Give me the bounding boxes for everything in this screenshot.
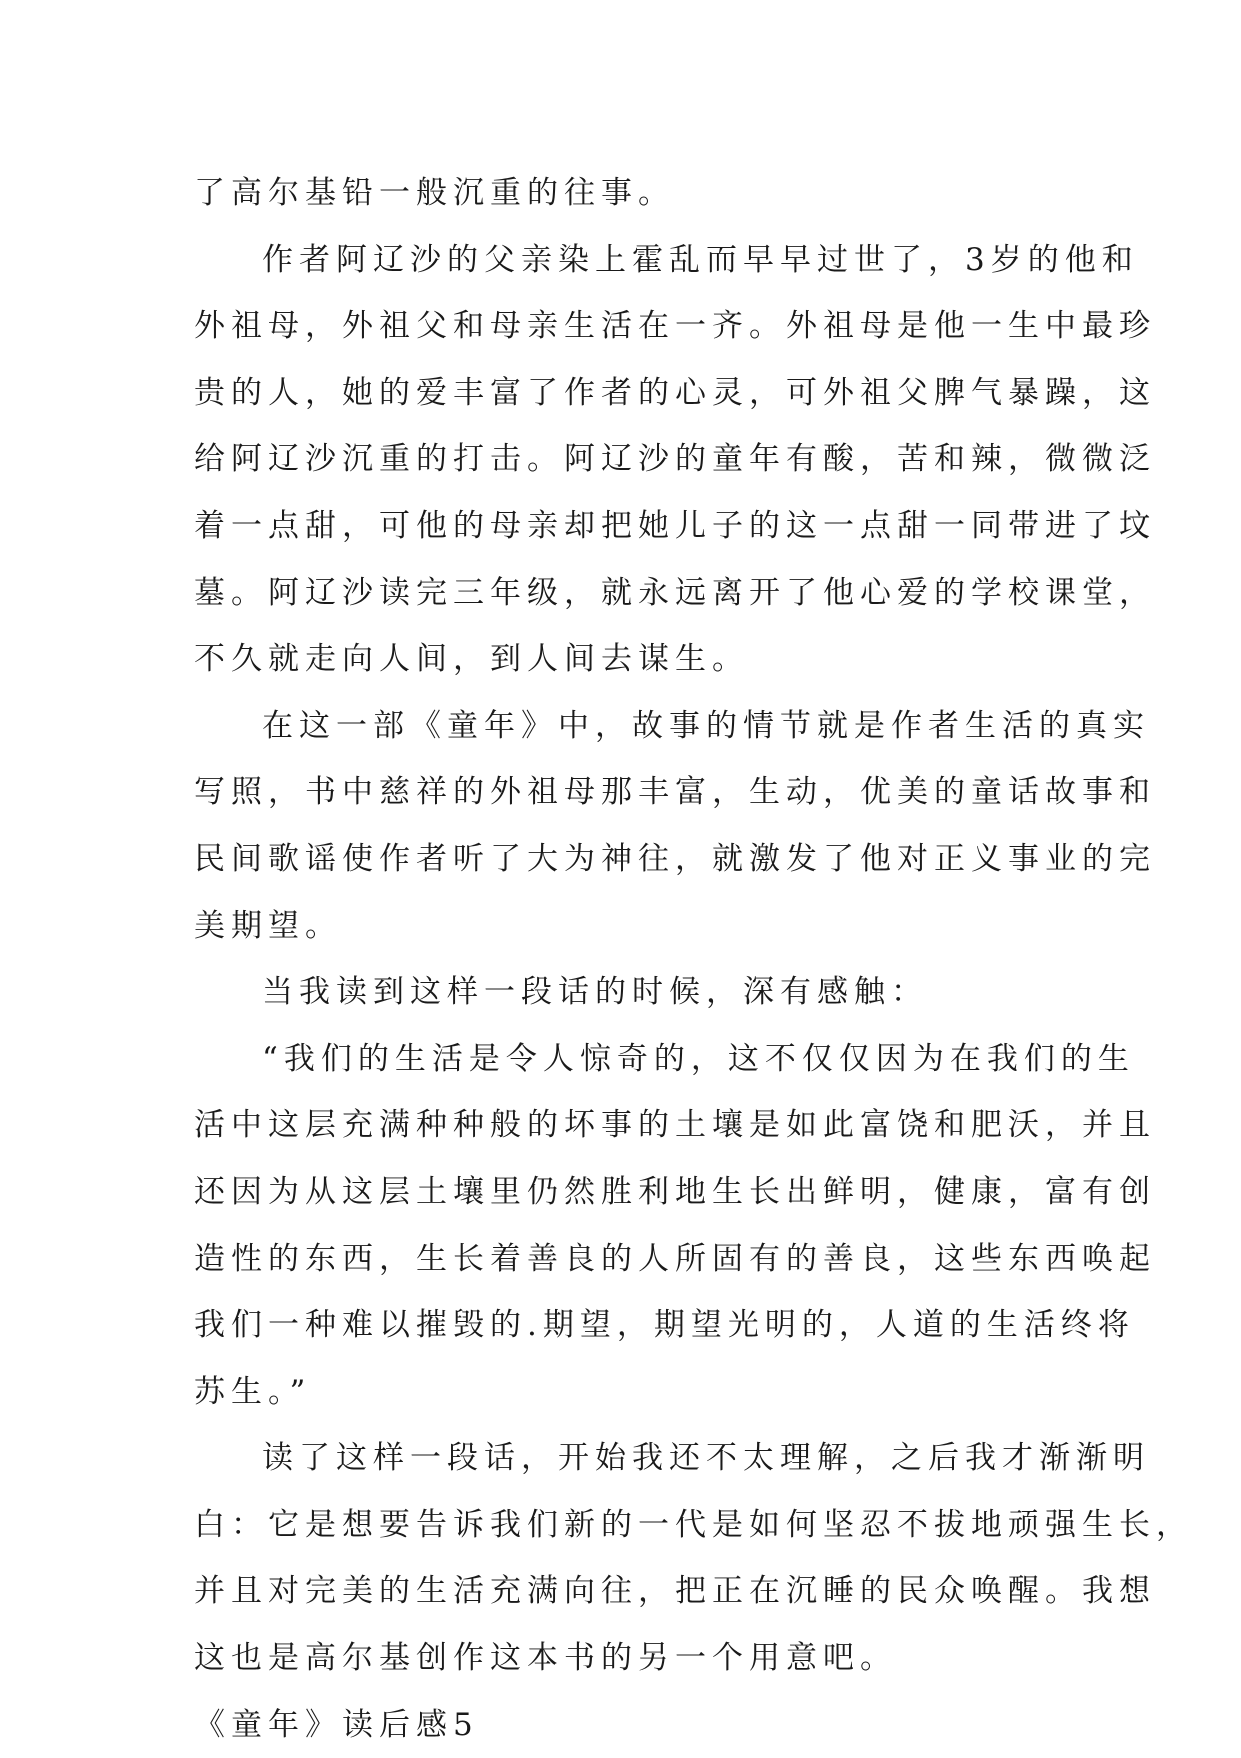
- quote-line: 还因为从这层土壤里仍然胜利地生长出鲜明，健康，富有创: [194, 1173, 1156, 1210]
- paragraph-start-line: 作者阿辽沙的父亲染上霍乱而早早过世了，3岁的他和: [262, 241, 1139, 278]
- text-line: 贵的人，她的爱丰富了作者的心灵，可外祖父脾气暴躁，这: [194, 374, 1156, 411]
- text-line: 给阿辽沙沉重的打击。阿辽沙的童年有酸，苦和辣，微微泛: [194, 441, 1156, 478]
- paragraph-start-line: 当我读到这样一段话的时候，深有感触：: [262, 974, 928, 1011]
- text-line: 墓。阿辽沙读完三年级，就永远离开了他心爱的学校课堂，: [194, 574, 1156, 611]
- quote-line: 活中这层充满种种般的坏事的土壤是如此富饶和肥沃，并且: [194, 1107, 1156, 1144]
- text-line: 这也是高尔基创作这本书的另一个用意吧。: [194, 1640, 897, 1677]
- text-line: 了高尔基铅一般沉重的往事。: [194, 175, 675, 211]
- paragraph-start-line: 读了这样一段话，开始我还不太理解，之后我才渐渐明: [262, 1440, 1150, 1477]
- quote-line: 我们一种难以摧毁的.期望，期望光明的，人道的生活终将: [194, 1307, 1135, 1344]
- quote-start-line: “我们的生活是令人惊奇的，这不仅仅因为在我们的生: [262, 1040, 1135, 1077]
- text-line: 不久就走向人间，到人间去谋生。: [194, 641, 749, 678]
- quote-line: 苏生。”: [194, 1373, 312, 1410]
- text-line: 着一点甜，可他的母亲却把她儿子的这一点甜一同带进了坟: [194, 507, 1156, 544]
- text-line: 民间歌谣使作者听了大为神往，就激发了他对正义事业的完: [194, 840, 1156, 877]
- text-line: 写照，书中慈祥的外祖母那丰富，生动，优美的童话故事和: [194, 774, 1156, 811]
- paragraph-start-line: 在这一部《童年》中，故事的情节就是作者生活的真实: [262, 707, 1150, 744]
- text-line: 并且对完美的生活充满向往，把正在沉睡的民众唤醒。我想: [194, 1573, 1156, 1610]
- text-line: 外祖母，外祖父和母亲生活在一齐。外祖母是他一生中最珍: [194, 308, 1156, 345]
- text-line: 美期望。: [194, 907, 342, 944]
- section-heading: 《童年》读后感5: [194, 1706, 479, 1743]
- quote-line: 造性的东西，生长着善良的人所固有的善良，这些东西唤起: [194, 1240, 1156, 1277]
- document-body: [194, 160, 1193, 1758]
- text-line: 白：它是想要告诉我们新的一代是如何坚忍不拔地顽强生长，: [194, 1506, 1193, 1543]
